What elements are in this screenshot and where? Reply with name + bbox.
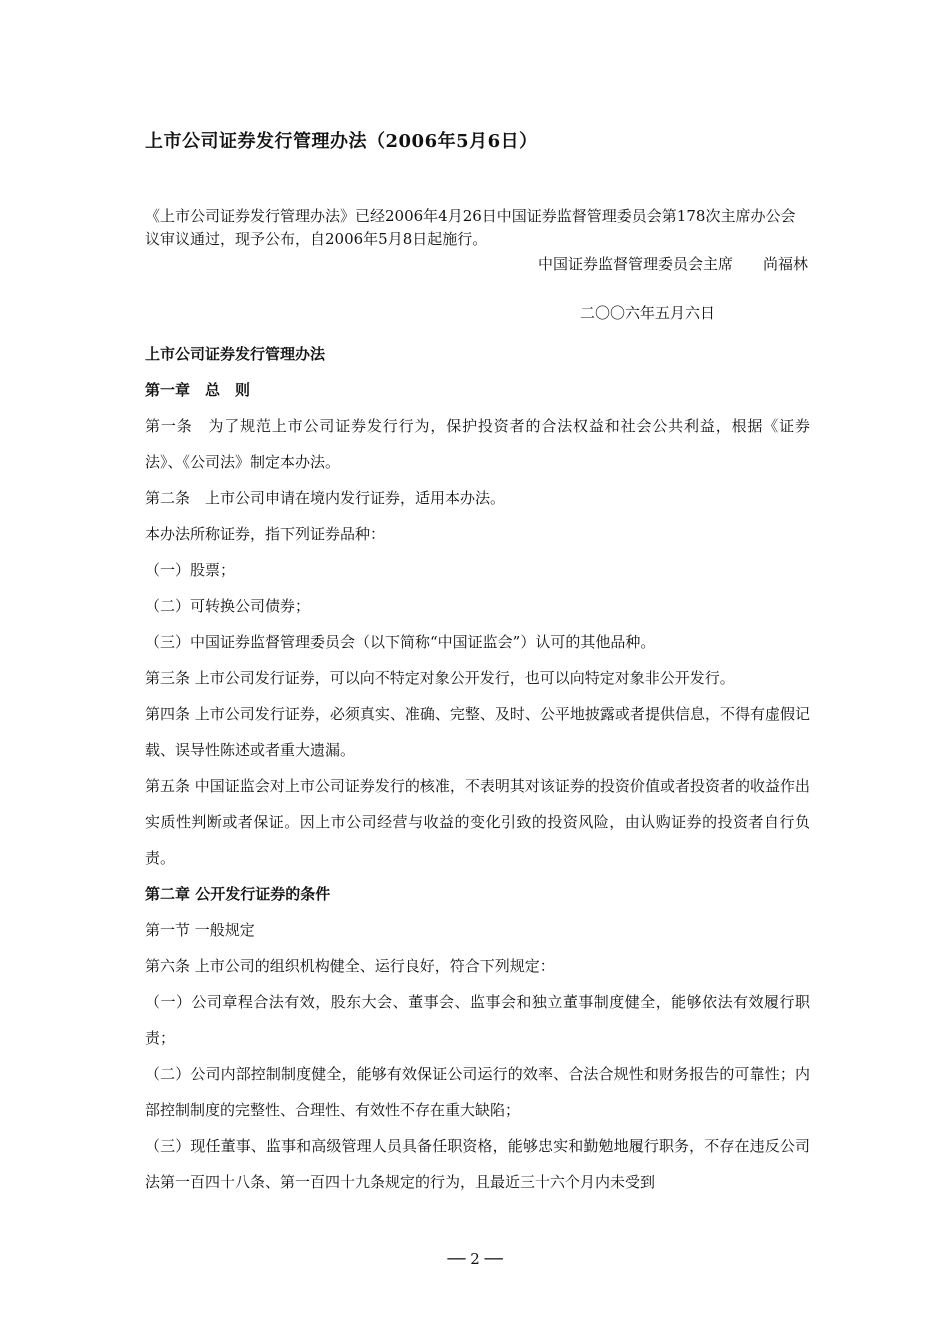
article-paragraph: 第五条 中国证监会对上市公司证券发行的核准，不表明其对该证券的投资价值或者投资者的收益作出实质性判断或者保证。因上市公司经营与收益的变化引致的投资风险，由认购证券的投资者自行负责。 — [145, 777, 810, 867]
article-paragraph: 第六条 上市公司的组织机构健全、运行良好，符合下列规定： — [145, 957, 555, 975]
section-subheading: 第一节 一般规定 — [145, 921, 255, 939]
article-paragraph: 第二条 上市公司申请在境内发行证券，适用本办法。 — [145, 489, 506, 507]
chapter-heading: 第二章 公开发行证券的条件 — [145, 885, 331, 903]
list-item: （一）股票； — [145, 561, 236, 579]
issue-date: 二〇〇六年五月六日 — [580, 304, 716, 322]
section-heading: 上市公司证券发行管理办法 — [145, 345, 326, 363]
list-item: （二）公司内部控制制度健全，能够有效保证公司运行的效率、合法合规性和财务报告的可靠性；内部控制制度的完整性、合理性、有效性不存在重大缺陷； — [145, 1065, 810, 1119]
article-paragraph: 第四条 上市公司发行证券，必须真实、准确、完整、及时、公平地披露或者提供信息，不得有虚假记载、误导性陈述或者重大遗漏。 — [145, 705, 810, 759]
article-paragraph: 第三条 上市公司发行证券，可以向不特定对象公开发行，也可以向特定对象非公开发行。 — [145, 669, 735, 687]
chapter-heading: 第一章 总 则 — [145, 381, 251, 399]
list-item: （一）公司章程合法有效，股东大会、董事会、监事会和独立董事制度健全，能够依法有效履行职责； — [145, 993, 810, 1047]
intro-paragraph: 《上市公司证券发行管理办法》已经2006年4月26日中国证券监督管理委员会第178次主席办公会议审议通过，现予公布，自2006年5月8日起施行。 — [145, 207, 796, 248]
document-body — [145, 336, 810, 1200]
body-paragraph: 本办法所称证券，指下列证券品种： — [145, 525, 386, 543]
signer-line: 中国证券监督管理委员会主席 尚福林 — [537, 255, 808, 273]
page-number: ── 2 ── — [447, 1250, 503, 1268]
list-item: （二）可转换公司债券； — [145, 597, 311, 615]
list-item: （三）现任董事、监事和高级管理人员具备任职资格，能够忠实和勤勉地履行职务，不存在违反公司法第一百四十八条、第一百四十九条规定的行为，且最近三十六个月内未受到 — [145, 1137, 810, 1191]
list-item: （三）中国证券监督管理委员会（以下简称“中国证监会”）认可的其他品种。 — [145, 633, 656, 651]
article-paragraph: 第一条 为了规范上市公司证券发行行为，保护投资者的合法权益和社会公共利益，根据《证券法》、《公司法》制定本办法。 — [145, 417, 810, 471]
document-title: 上市公司证券发行管理办法（2006年5月6日） — [145, 131, 538, 152]
